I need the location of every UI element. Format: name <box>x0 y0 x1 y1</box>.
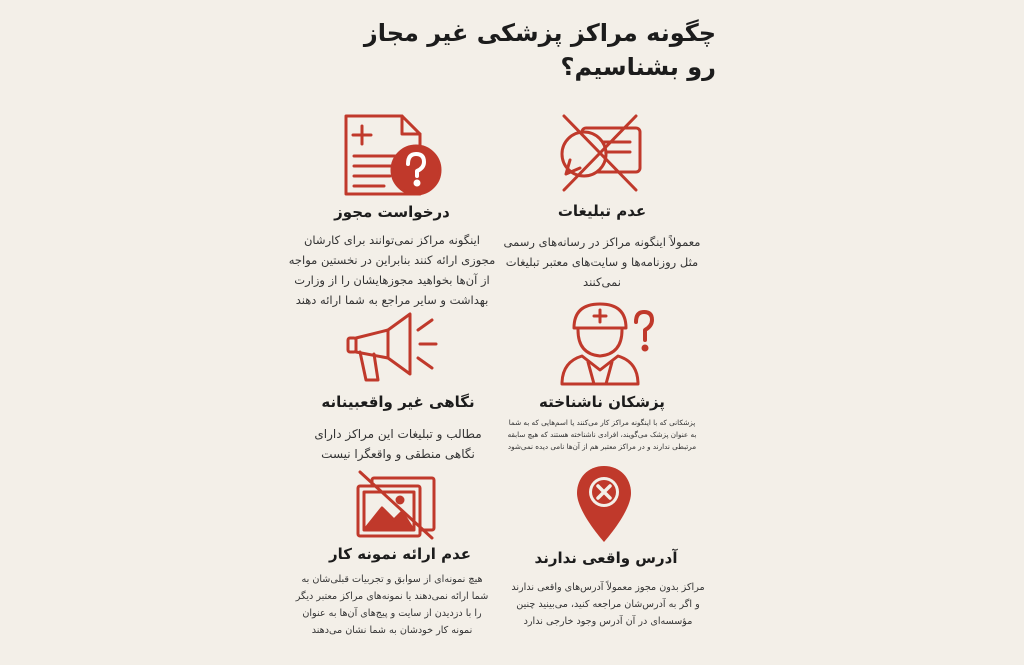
item-desc-no-portfolio: هیچ نمونه‌ای از سوابق و تجربیات قبلی‌شان به شما ارائه نمی‌دهند یا نمونه‌های مراکز معتبر دیگر را با دزدیدن از سایت و پیج‌های آن‌ها به عنوان نمونه کار خودشان به شما نشان می‌دهند <box>295 574 489 636</box>
item-desc-unrealistic-view: مطالب و تبلیغات این مراکز دارای نگاهی منطقی و واقعگرا نیست <box>314 427 482 461</box>
megaphone-icon <box>344 308 440 388</box>
item-desc-license-request: اینگونه مراکز نمی‌توانند برای کارشان مجوزی ارائه کنند بنابراین در نخستین مواجه از آن‌ها بخواهید مجوزهایشان را از وزارت بهداشت و سایر مراجع به شما ارائه دهند <box>288 233 496 307</box>
page-title-line-2: رو بشناسیم؟ <box>560 53 716 81</box>
item-title-no-real-address: آدرس واقعی ندارند <box>534 549 678 567</box>
item-desc-no-real-address: مراکز بدون مجوز معمولاً آدرس‌های واقعی ندارند و اگر به آدرس‌شان مراجعه کنید، می‌بینید چنین مؤسسه‌ای در آن آدرس وجود خارجی ندارد <box>511 582 705 627</box>
item-title-no-portfolio: عدم ارائه نمونه کار <box>328 545 472 563</box>
item-title-unrealistic-view: نگاهی غیر واقعبینانه <box>321 393 475 411</box>
no-location-icon <box>574 464 634 544</box>
item-desc-unknown-doctors: پزشکانی که با اینگونه مراکز کار می‌کنند یا اسم‌هایی که به شما به عنوان پزشک می‌گویند، افرادی ناشناخته هستند که هیچ سابقه مرتبطی ندارند و در مراکز معتبر هم از آن‌ها نامی دیده نمی‌شود <box>507 418 697 451</box>
page-title-line-1: چگونه مراکز پزشکی غیر مجاز <box>363 19 716 47</box>
item-title-license-request: درخواست مجوز <box>334 203 450 221</box>
no-portfolio-icon <box>354 468 438 540</box>
no-advertising-icon <box>556 112 648 194</box>
item-title-no-advertising: عدم تبلیغات <box>557 202 647 220</box>
item-desc-no-advertising: معمولاً اینگونه مراکز در رسانه‌های رسمی مثل روزنامه‌ها و سایت‌های معتبر تبلیغات نمی‌کنند <box>503 235 701 289</box>
page-title <box>296 16 716 84</box>
license-request-icon <box>340 112 446 200</box>
unknown-doctor-icon <box>558 300 658 386</box>
item-title-unknown-doctors: پزشکان ناشناخته <box>539 393 665 411</box>
